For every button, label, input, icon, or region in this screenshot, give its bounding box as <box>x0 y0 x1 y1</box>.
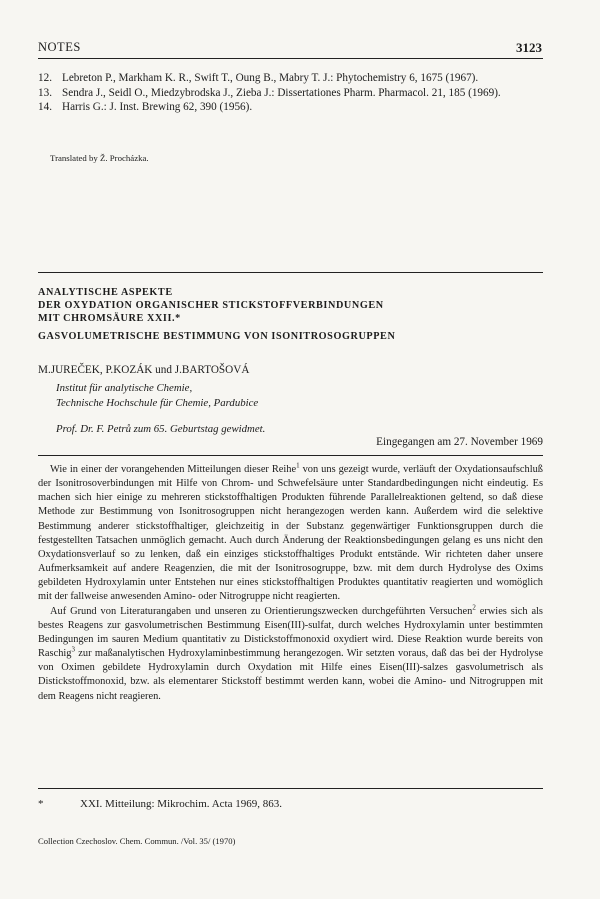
authors: M.JUREČEK, P.KOZÁK und J.BARTOŠOVÁ <box>38 364 250 376</box>
body-text: Wie in einer der vorangehenden Mitteilungen dieser Reihe <box>50 464 297 475</box>
footnote-text: XXI. Mitteilung: Mikrochim. Acta 1969, 863. <box>80 798 282 810</box>
body-paragraph <box>38 605 543 704</box>
translator-credit: Translated by Ž. Procházka. <box>50 153 149 163</box>
reference-item <box>38 100 546 115</box>
article-subtitle: GASVOLUMETRISCHE BESTIMMUNG VON ISONITROSOGRUPPEN <box>38 331 396 342</box>
reference-text: Lebreton P., Markham K. R., Swift T., Oung B., Mabry T. J.: Phytochemistry 6, 1675 (1967). <box>62 72 479 84</box>
journal-citation-footer: Collection Czechoslov. Chem. Commun. /Vol. 35/ (1970) <box>38 836 236 846</box>
body-top-rule <box>38 455 543 456</box>
article-separator-rule <box>38 272 543 273</box>
received-date: Eingegangen am 27. November 1969 <box>376 436 543 448</box>
reference-number: 13. <box>38 86 52 99</box>
running-header-section: NOTES <box>38 40 81 54</box>
citation-marker: 2 <box>472 603 476 612</box>
reference-text: Harris G.: J. Inst. Brewing 62, 390 (1956). <box>62 101 253 113</box>
body-text: erwies sich als bestes Reagens zur gasvolumetrischen Bestimmung Eisen(III)-sulfat, durch welches Hydroxylamin unter bestimmten Bedingungen im sauren Medium quantitativ zu Distickstoffmonoxid oxydiert wird. Diese Reaktion wurde bereits von Raschig <box>38 605 543 660</box>
title-line: DER OXYDATION ORGANISCHER STICKSTOFFVERBINDUNGEN <box>38 300 384 311</box>
body-text: zur maßanalytischen Hydroxylaminbestimmung herangezogen. Wir setzten voraus, daß das bei der Hydrolyse von Oximen gebildete Hydroxylamin durch Oxydation mit Hilfe eines Eisen(III)-salzes gasvolumetrisch als Distickstoffmonoxid, bzw. als elementarer Stickstoff bestimmt werden kann, wobei die Amino- und Nitrogruppen mit dem Reagens nicht reagieren. <box>38 648 543 702</box>
body-text: von uns gezeigt wurde, verläuft der Oxydationsaufschluß der Isonitrosoverbindungen mit Hilfe von Chrom- und Schwefelsäure unter Standardbedingungen nicht eindeutig. Es machen sich hier einige zu mehreren stickstoffhaltigen Produkten führende Parallelreaktionen geltend, so daß diese Methode zur Bestimmung von Isonitrosogruppen nicht herangezogen werden kann. Außerdem wird die selektive Bestimmung anderer stickstoffhaltiger, gleichzeitig in der Substanz gegenwärtiger Funktionsgruppen durch die festgestellten Tatsachen unmöglich gemacht. Auch durch Änderung der Reaktionsbedingungen gelang es uns nicht den Oxydationsverlauf so zu lenken, daß ein einziges stickstoffhaltiges Produkt entstände. Wir richteten daher unsere Aufmerksamkeit auf andere Reagenzien, die mit der Isonitrosogruppe, bzw. mit dem durch Hydrolyse des Oxims gebildeten Hydroxylamin unter Entstehen nur eines stickstoffhaltigen Produktes quantitativ reagierten und womöglich mit der fallweise anwesenden Amino- oder Nitrogruppe nicht reagierten. <box>38 464 544 603</box>
reference-number: 14. <box>38 101 52 113</box>
citation-marker: 1 <box>296 461 300 470</box>
article-body <box>38 463 543 704</box>
article-title <box>38 286 395 343</box>
page-number: 3123 <box>516 40 542 55</box>
title-line: MIT CHROMSÄURE XXII.* <box>38 313 181 324</box>
dedication: Prof. Dr. F. Petrů zum 65. Geburtstag gewidmet. <box>56 423 266 435</box>
footnote <box>38 798 282 810</box>
institution <box>56 381 258 411</box>
reference-number: 12. <box>38 72 52 84</box>
header-rule <box>38 58 543 59</box>
footnote-rule <box>38 788 543 789</box>
citation-marker: 3 <box>71 645 75 654</box>
body-paragraph <box>38 463 543 605</box>
reference-text: Sendra J., Seidl O., Miedzybrodska J., Zieba J.: Dissertationes Pharm. Pharmacol. 21, 185 (1969). <box>62 86 501 99</box>
institution-line: Technische Hochschule für Chemie, Pardubice <box>56 397 259 409</box>
reference-list <box>38 71 546 115</box>
reference-item <box>38 86 546 101</box>
title-line: ANALYTISCHE ASPEKTE <box>38 287 173 298</box>
institution-line: Institut für analytische Chemie, <box>56 382 193 394</box>
body-text: Auf Grund von Literaturangaben und unseren zu Orientierungszwecken durchgeführten Versuchen <box>50 605 473 617</box>
footnote-mark: * <box>38 798 44 810</box>
reference-item <box>38 71 546 86</box>
